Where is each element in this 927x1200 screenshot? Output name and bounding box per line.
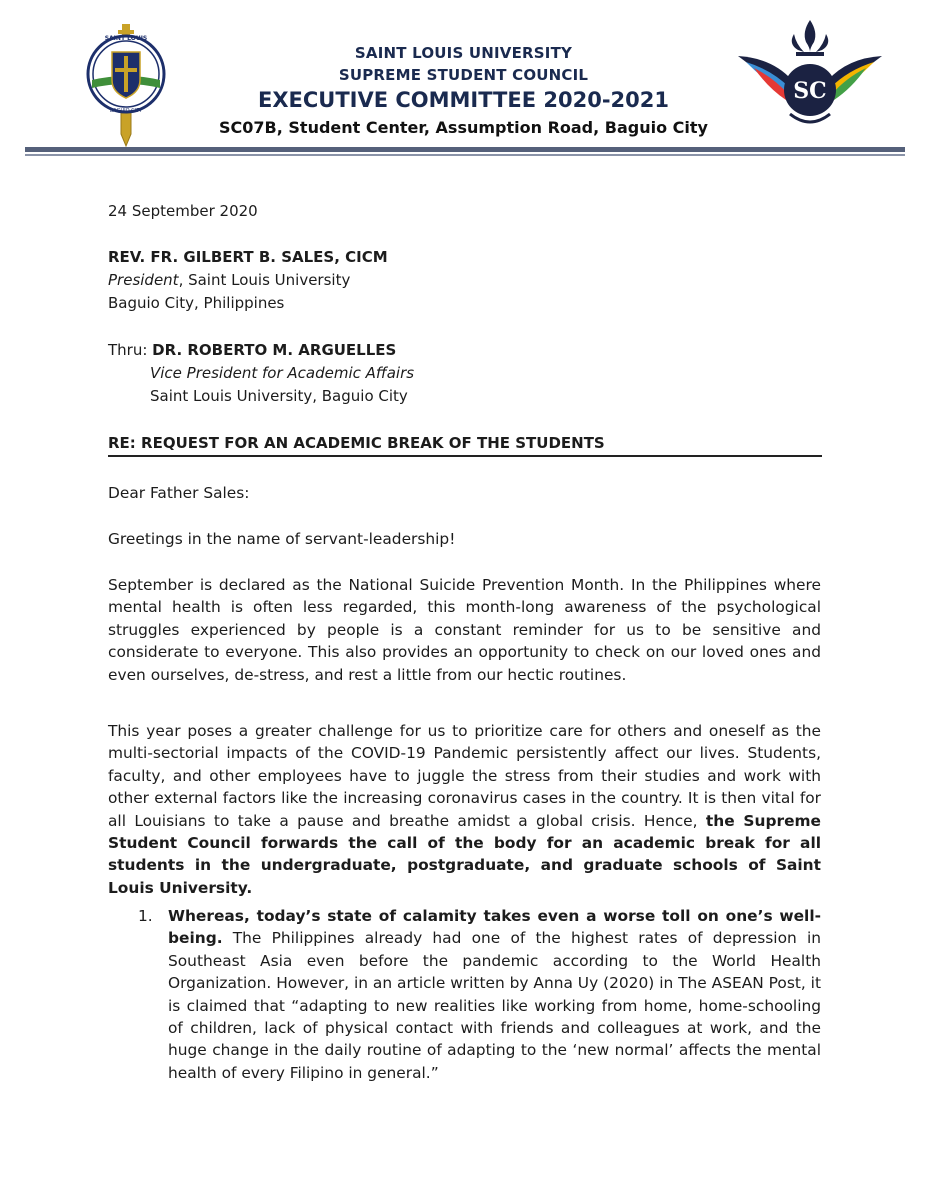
subject-line: RE: REQUEST FOR AN ACADEMIC BREAK OF THE STUDENTS	[108, 434, 605, 452]
letter-date: 24 September 2020	[108, 202, 258, 220]
recipient-title-position: President	[108, 271, 179, 289]
thru-label: Thru:	[108, 341, 153, 359]
salutation: Dear Father Sales:	[108, 484, 250, 502]
thru-line	[108, 339, 396, 361]
subject-underline	[108, 455, 822, 457]
paragraph-academic-break	[108, 720, 821, 899]
greeting: Greetings in the name of servant-leadership!	[108, 530, 456, 548]
university-name: SAINT LOUIS UNIVERSITY	[354, 44, 573, 62]
list-item-text: The Philippines already had one of the highest rates of depression in Southeast Asia even before the pandemic according to the World Health Organization. However, in an article written by Anna Uy (2020) in The ASEAN Post, it is claimed that “adapting to new realities like working from home, home-schooling of children, lack of physical contact with friends and colleagues at work, and the huge change in the daily routine of adapting to the ‘new normal’ affects the mental health of every Filipino in general.”	[168, 929, 821, 1082]
svg-text:SC: SC	[793, 78, 827, 104]
council-name: SUPREME STUDENT COUNCIL	[338, 66, 589, 84]
council-address: SC07B, Student Center, Assumption Road, Baguio City	[219, 118, 708, 137]
list-item-number: 1.	[138, 907, 153, 925]
thru-name: DR. ROBERTO M. ARGUELLES	[152, 341, 397, 359]
list-item-heading: Whereas, today’s state of calamity takes even a worse toll on one’s well-being.	[168, 907, 821, 948]
thru-title: Vice President for Academic Affairs	[150, 364, 415, 382]
paragraph2-request: the Supreme Student Council forwards the call of the body for an academic break for all students in the undergraduate, postgraduate, and graduate schools of Saint Louis University.	[108, 811, 821, 897]
svg-text:BAGUIO CITY: BAGUIO CITY	[109, 108, 143, 114]
svg-text:SAINT LOUIS: SAINT LOUIS	[104, 35, 148, 42]
recipient-title	[108, 269, 350, 291]
list-item-body	[168, 905, 821, 1084]
paragraph-suicide-prevention: September is declared as the National Suicide Prevention Month. In the Philippines where mental health is often less regarded, this month-long awareness of the psychological struggles experienced by people is a constant reminder for us to be sensitive and considerate to everyone. This also provides an opportunity to check on our loved ones and even ourselves, de-stress, and rest a little from our hectic routines.	[108, 576, 821, 684]
header-divider-thin	[25, 154, 905, 156]
recipient-location: Baguio City, Philippines	[108, 294, 285, 312]
thru-location: Saint Louis University, Baguio City	[150, 387, 408, 405]
header-divider-thick	[25, 147, 905, 152]
recipient-title-org: , Saint Louis University	[178, 271, 351, 289]
committee-title: EXECUTIVE COMMITTEE 2020-2021	[257, 88, 669, 112]
paragraph2-text: This year poses a greater challenge for us to prioritize care for others and oneself as the multi-sectorial impacts of the COVID-19 Pandemic persistently affect our lives. Students, faculty, and other employees have to juggle the stress from their studies and work with other external factors like the increasing coronavirus cases in the country. It is then vital for all Louisians to take a pause and breathe amidst a global crisis. Hence,	[108, 722, 821, 830]
list-item	[138, 905, 821, 1084]
recipient-name: REV. FR. GILBERT B. SALES, CICM	[108, 248, 388, 266]
